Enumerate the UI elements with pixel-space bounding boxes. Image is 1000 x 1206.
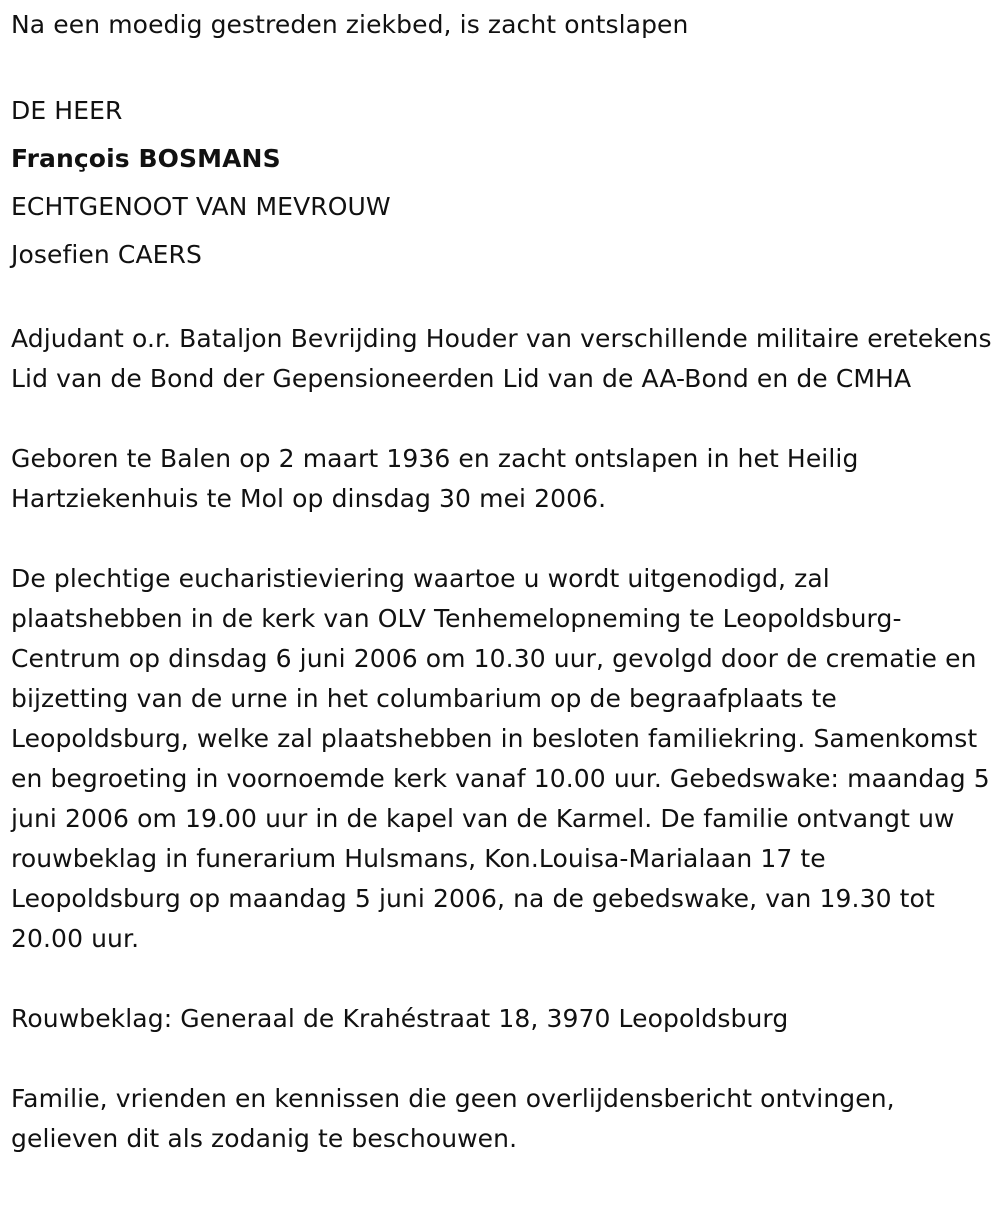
spacer (11, 519, 993, 559)
spouse-name: Josefien CAERS (11, 240, 202, 269)
spacer (11, 45, 993, 85)
spacer (11, 279, 993, 319)
name-block (11, 87, 993, 279)
birth-death-paragraph: Geboren te Balen op 2 maart 1936 en zacht ontslapen in het Heilig Hartziekenhuis te Mol op dinsdag 30 mei 2006. (11, 444, 859, 513)
deceased-name: François BOSMANS (11, 144, 281, 173)
spacer (11, 399, 993, 439)
closing-paragraph: Familie, vrienden en kennissen die geen overlijdensbericht ontvingen, gelieven dit als zodanig te beschouwen. (11, 1084, 895, 1153)
spacer (11, 959, 993, 999)
spouse-label: ECHTGENOOT VAN MEVROUW (11, 192, 391, 221)
condolence-address: Rouwbeklag: Generaal de Krahéstraat 18, 3970 Leopoldsburg (11, 1004, 789, 1033)
intro-line: Na een moedig gestreden ziekbed, is zacht ontslapen (11, 10, 689, 39)
ceremony-paragraph: De plechtige eucharistieviering waartoe u wordt uitgenodigd, zal plaatshebben in de kerk van OLV Tenhemelopneming te Leopoldsburg-Centrum op dinsdag 6 juni 2006 om 10.30 uur, gevolgd door de crematie en bijzetting van de urne in het columbarium op de begraafplaats te Leopoldsburg, welke zal plaatshebben in besloten familiekring. Samenkomst en begroeting in voornoemde kerk vanaf 10.00 uur. Gebedswake: maandag 5 juni 2006 om 19.00 uur in de kapel van de Karmel. De familie ontvangt uw rouwbeklag in funerarium Hulsmans, Kon.Louisa-Marialaan 17 te Leopoldsburg op maandag 5 juni 2006, na de gebedswake, van 19.30 tot 20.00 uur. (11, 564, 990, 953)
titles-paragraph: Adjudant o.r. Bataljon Bevrijding Houder van verschillende militaire eretekens Lid van de Bond der Gepensioneerden Lid van de AA-Bond en de CMHA (11, 324, 992, 393)
death-notice (11, 0, 993, 1159)
spacer (11, 1039, 993, 1079)
title-prefix: DE HEER (11, 96, 123, 125)
